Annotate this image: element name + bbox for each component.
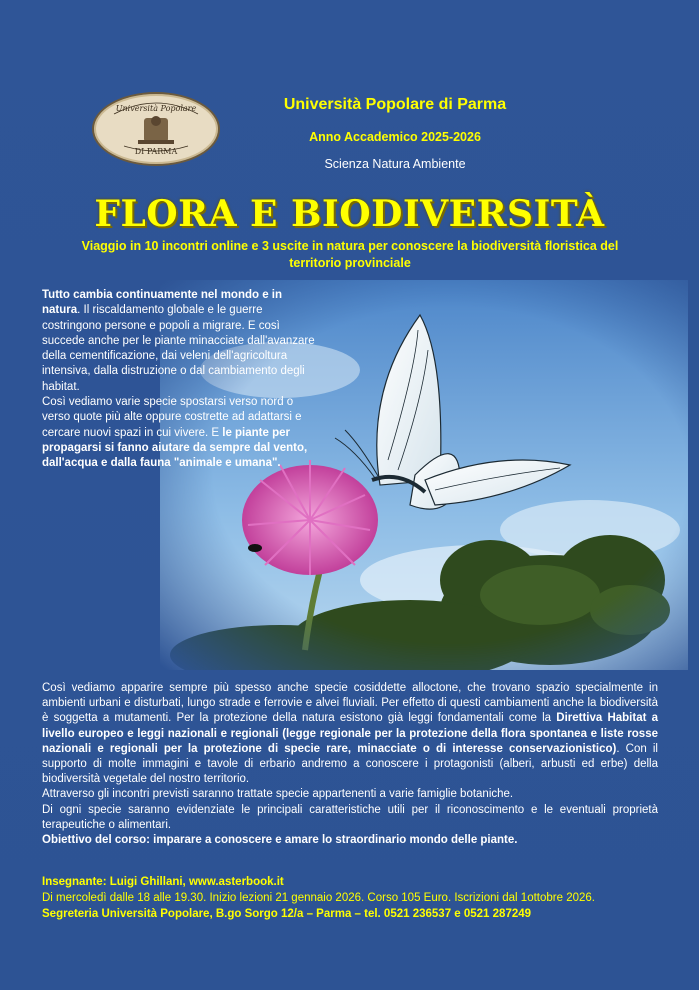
institution-name: Università Popolare di Parma [283, 96, 507, 113]
course-title: FLORA E BIODIVERSITÀ [94, 193, 605, 235]
intro-text-2: Così vediamo varie specie spostarsi verso nord o verso quote più alte oppure costrette ad adattarsi e cercare nuovi spazi in cui vivere. E [42, 396, 302, 439]
teacher-info: Insegnante: Luigi Ghillani, www.asterbook.it [42, 876, 284, 888]
logo-text-bottom: DI PARMA [134, 147, 178, 156]
intro-lead: Tutto cambia continuamente nel mondo e in natura [42, 289, 283, 317]
academic-year: Anno Accademico 2025-2026 [309, 130, 481, 144]
course-subtitle: Viaggio in 10 incontri online e 3 uscite in natura per conoscere la biodiversità floristica del territorio provinciale [81, 239, 619, 270]
body-p3: Di ogni specie saranno evidenziate le principali caratteristiche utili per il riconoscimento e le eventuali proprietà terapeutiche o alimentari. [42, 803, 658, 831]
footer-info [42, 875, 672, 922]
body-p1-b: . Con il supporto di molte immagini e tavole di erbario andremo a conoscere i protagonisti (alberi, arbusti ed erbe) della biodiversità vegetale del nostro territorio. [42, 742, 658, 786]
office-info: Segreteria Università Popolare, B.go Sorgo 12/a – Parma – tel. 0521 236537 e 0521 287249 [42, 907, 532, 920]
course-description [42, 681, 658, 848]
logo-text-top: Università Popolare [115, 104, 197, 113]
intro-paragraph [42, 288, 322, 472]
university-logo [92, 92, 220, 166]
body-p1-bold: Direttiva Habitat a livello europeo e leggi nazionali e regionali (legge regionale per la protezione della flora spontanea e liste rosse nazionali e regionali per la protezione di specie rare, minacciate o di interesse conservazionistico) [42, 712, 659, 755]
schedule-info: Di mercoledì dalle 18 alle 19.30. Inizio lezioni 21 gennaio 2026. Corso 105 Euro. Iscrizioni dal 1ottobre 2026. [42, 891, 595, 904]
body-p1-a: Così vediamo apparire sempre più spesso anche specie cosiddette alloctone, che trovano spazio specialmente in ambienti urbani e disturbati, lungo strade e ferrovie e alvei fluviali. Per effetto di questi cambiamenti anche la biodiversità è soggetta a mutamenti. Per la protezione della natura esistono già leggi fondamentali come la [42, 682, 658, 725]
intro-text-1: . Il riscaldamento globale e le guerre costringono persone e popoli a migrare. E così succede anche per le piante minacciate dall'avanzare della cementificazione, dai veleni dell'agricoltura intensiva, dalla distruzione o dal cambiamento degli habitat. [42, 304, 315, 393]
body-p2: Attraverso gli incontri previsti saranno trattate specie appartenenti a varie famiglie botaniche. [42, 788, 514, 801]
intro-text-2-bold: le piante per propagarsi si fanno aiutare da sempre dal vento, dall'acqua e dalla fauna "animale e umana". [42, 426, 308, 470]
section-name: Scienza Natura Ambiente [324, 157, 466, 171]
course-objective: Obiettivo del corso: imparare a conoscere e amare lo straordinario mondo delle piante. [42, 834, 518, 847]
